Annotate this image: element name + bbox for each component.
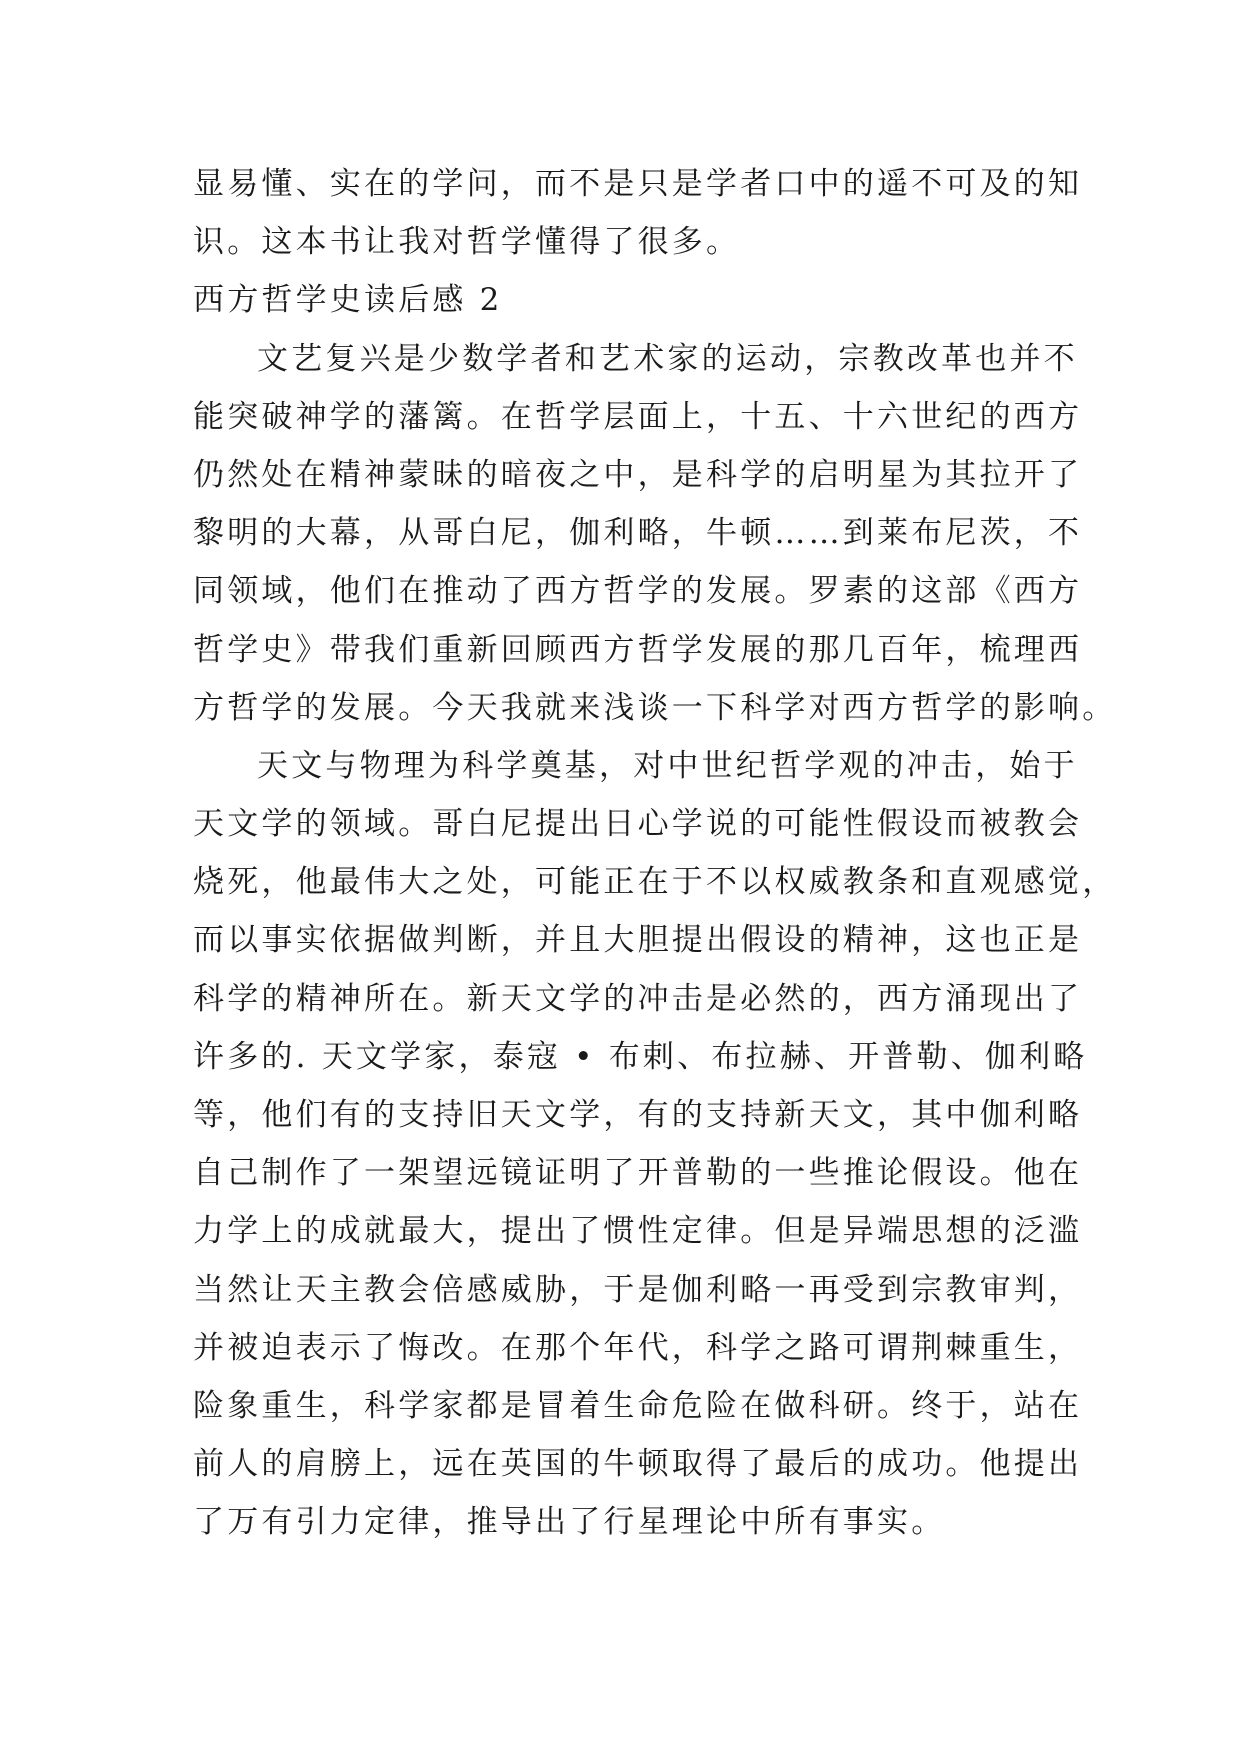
text-line: 并被迫表示了悔改。在那个年代，科学之路可谓荆棘重生， [193,1329,1083,1366]
text-line: 天文学的领域。哥白尼提出日心学说的可能性假设而被教会 [193,806,1083,843]
text-line: 显易懂、实在的学问，而不是只是学者口中的遥不可及的知 [193,166,1083,202]
text-line: 烧死，他最伟大之处，可能正在于不以权威教条和直观感觉， [193,864,1117,901]
text-line: 了万有引力定律，推导出了行星理论中所有事实。 [193,1504,946,1541]
paragraph-first-line: 文艺复兴是少数学者和艺术家的运动，宗教改革也并不 [257,340,1078,377]
text-line: 方哲学的发展。今天我就来浅谈一下科学对西方哲学的影响。 [193,689,1117,726]
section-heading: 西方哲学史读后感 2 [193,282,503,319]
text-line: 当然让天主教会倍感威胁，于是伽利略一再受到宗教审判， [193,1271,1083,1308]
text-line: 前人的肩膀上，远在英国的牛顿取得了最后的成功。他提出 [193,1446,1083,1483]
text-line: 许多的. 天文学家，泰寇 • 布剌、布拉赫、开普勒、伽利略 [193,1038,1088,1075]
text-line: 自己制作了一架望远镜证明了开普勒的一些推论假设。他在 [193,1155,1083,1192]
text-line: 等，他们有的支持旧天文学，有的支持新天文，其中伽利略 [193,1097,1083,1133]
paragraph-first-line: 天文与物理为科学奠基，对中世纪哲学观的冲击，始于 [257,747,1078,784]
text-line: 能突破神学的藩篱。在哲学层面上，十五、十六世纪的西方 [193,398,1083,435]
text-line: 而以事实依据做判断，并且大胆提出假设的精神，这也正是 [193,922,1083,959]
text-line: 黎明的大幕，从哥白尼，伽利略，牛顿……到莱布尼茨，不 [193,515,1083,552]
text-line: 险象重生，科学家都是冒着生命危险在做科研。终于，站在 [193,1387,1083,1424]
text-line: 哲学史》带我们重新回顾西方哲学发展的那几百年，梳理西 [193,631,1083,668]
text-line: 力学上的成就最大，提出了惯性定律。但是异端思想的泛滥 [193,1213,1083,1250]
text-line: 同领域，他们在推动了西方哲学的发展。罗素的这部《西方 [193,573,1083,610]
text-line: 识。这本书让我对哲学懂得了很多。 [193,224,741,261]
text-line: 仍然处在精神蒙昧的暗夜之中，是科学的启明星为其拉开了 [193,456,1083,493]
document-body [193,155,1117,1552]
text-line: 科学的精神所在。新天文学的冲击是必然的，西方涌现出了 [193,980,1083,1017]
